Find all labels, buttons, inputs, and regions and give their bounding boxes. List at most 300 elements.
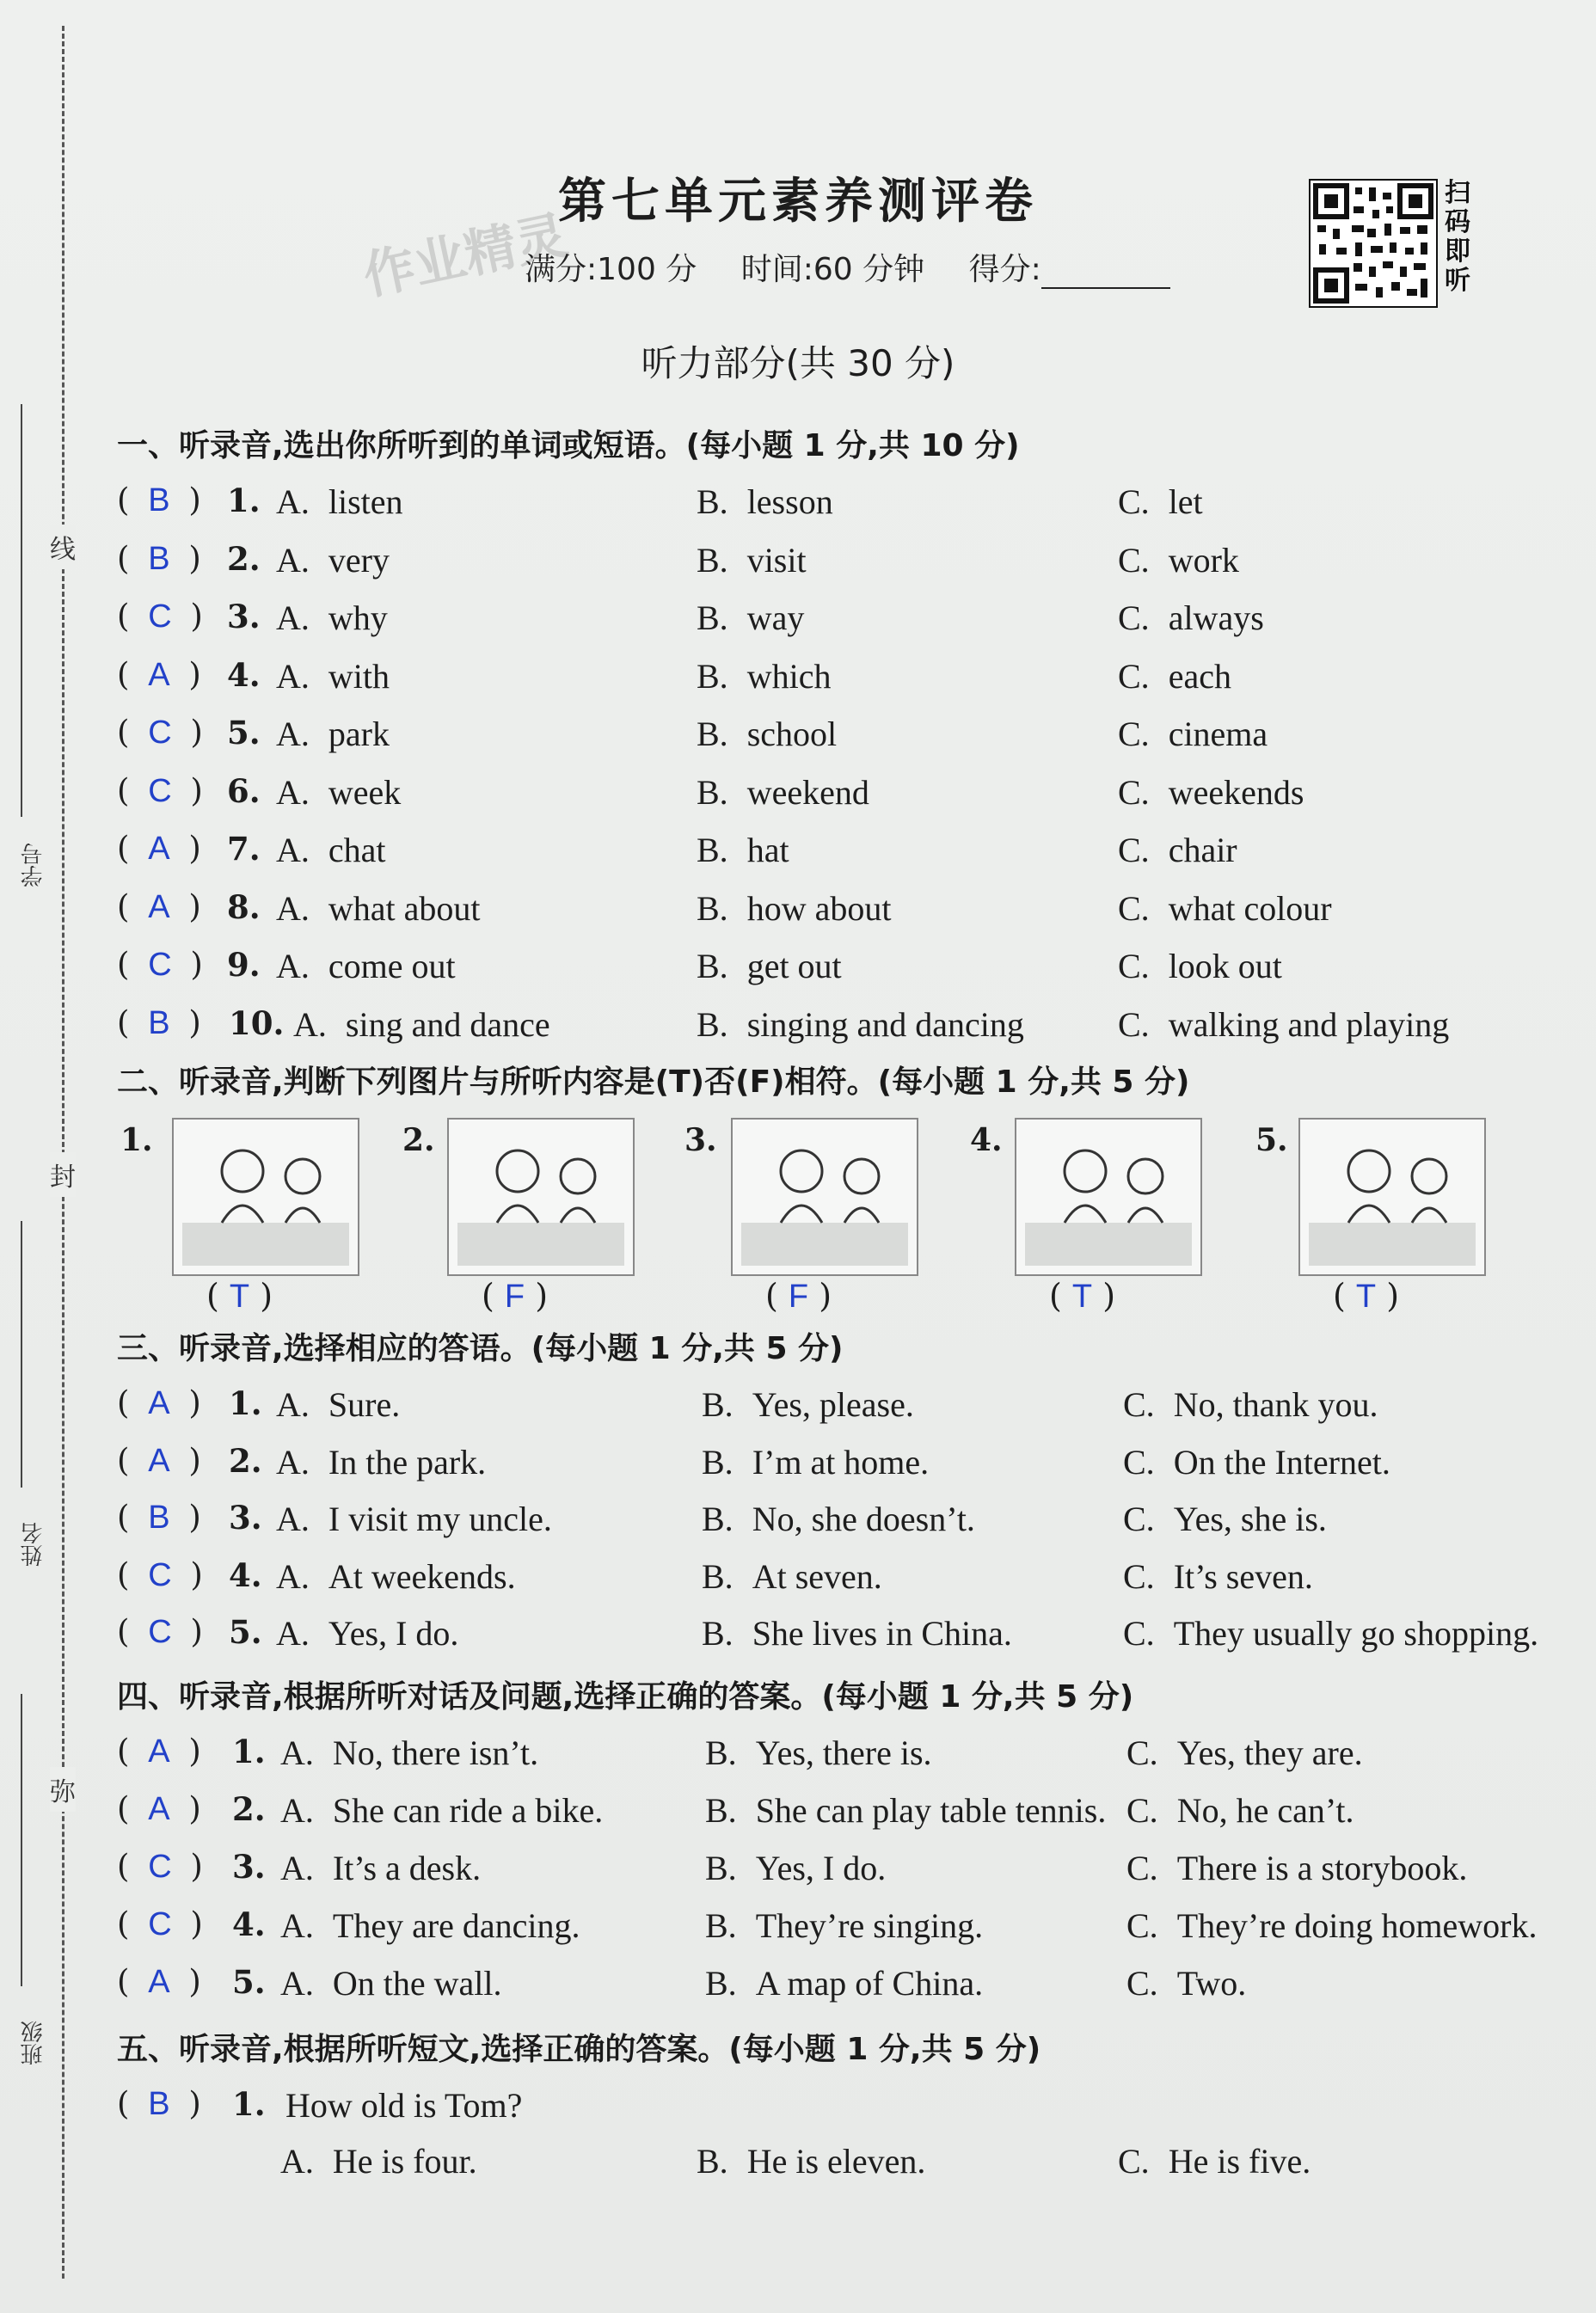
answer-bracket[interactable]: ( A ) [117, 1733, 201, 1770]
option-b [697, 656, 831, 696]
section-1-heading: 一、听录音,选出你所听到的单词或短语。(每小题 1 分,共 10 分) [117, 428, 1020, 463]
option-text: each [1168, 656, 1231, 696]
option-a [276, 1442, 486, 1482]
option-text: why [328, 598, 388, 637]
picture-number: 2. [402, 1122, 435, 1158]
answer-letter: A [148, 1964, 170, 2000]
boy-at-computer-picture [172, 1118, 359, 1276]
option-letter: C. [1118, 831, 1150, 869]
option-text: how about [746, 888, 892, 928]
option-text: He is four. [332, 2142, 477, 2181]
question-row [117, 598, 1536, 649]
question-number: 8. [227, 887, 261, 926]
option-a [293, 1004, 550, 1045]
option-b [697, 598, 804, 638]
time-limit: 时间:60 分钟 [740, 252, 925, 287]
option-letter: A. [276, 888, 310, 928]
option-a [276, 1499, 552, 1539]
option-letter: C. [1123, 1556, 1155, 1596]
answer-bracket[interactable]: ( B ) [117, 2085, 201, 2122]
option-letter: B. [702, 1614, 734, 1653]
question-row [117, 1613, 1539, 1665]
option-b [697, 1004, 1024, 1045]
option-c [1118, 1004, 1449, 1045]
binding-blank-name [21, 1221, 22, 1488]
option-letter: B. [697, 482, 728, 521]
option-text: No, there isn’t. [332, 1733, 539, 1772]
answer-bracket[interactable]: ( A ) [117, 1790, 201, 1827]
option-c [1126, 1733, 1363, 1773]
option-c [1123, 1442, 1390, 1482]
question-row [117, 946, 1536, 997]
answer-bracket[interactable]: ( C ) [117, 714, 203, 751]
answer-letter: F [788, 1279, 809, 1315]
picture-answer[interactable]: ( T ) [206, 1277, 273, 1315]
option-letter: B. [697, 715, 728, 753]
option-text: visit [746, 540, 807, 580]
option-c [1126, 1848, 1467, 1888]
answer-bracket[interactable]: ( A ) [117, 655, 201, 693]
question-row [117, 1848, 1536, 1899]
option-text: They are dancing. [332, 1906, 580, 1945]
option-letter: A. [280, 1964, 314, 2003]
option-c [1118, 2141, 1311, 2181]
answer-bracket[interactable]: ( C ) [117, 771, 203, 809]
option-letter: C. [1118, 2142, 1150, 2181]
option-letter: A. [276, 772, 310, 812]
option-letter: C. [1118, 888, 1150, 928]
option-text: No, she doesn’t. [752, 1500, 975, 1538]
answer-bracket[interactable]: ( A ) [117, 887, 201, 925]
option-b [702, 1442, 929, 1482]
answer-letter: A [148, 656, 170, 693]
question-number: 7. [227, 830, 261, 868]
option-text: They’re singing. [755, 1906, 984, 1945]
option-b [705, 1963, 983, 2003]
answer-bracket[interactable]: ( C ) [117, 1905, 203, 1942]
option-a [276, 714, 390, 754]
binding-field-student-no: 学号 [21, 843, 46, 887]
listening-part-title: 听力部分(共 30 分) [641, 342, 955, 384]
option-letter: A. [276, 1556, 310, 1596]
option-text: I’m at home. [752, 1442, 930, 1482]
option-c [1118, 598, 1264, 638]
answer-letter: A [148, 1385, 170, 1421]
option-letter: A. [276, 1385, 310, 1424]
option-text: They usually go shopping. [1173, 1614, 1539, 1653]
option-a [276, 1384, 400, 1425]
answer-bracket[interactable]: ( C ) [117, 1613, 203, 1650]
option-a [276, 830, 386, 870]
option-b [697, 830, 789, 870]
answer-letter: A [148, 831, 170, 867]
answer-letter: C [148, 947, 172, 983]
option-text: chair [1168, 831, 1237, 869]
question-row [117, 1499, 1536, 1550]
option-letter: C. [1118, 1004, 1150, 1044]
option-text: No, he can’t. [1176, 1791, 1354, 1830]
question-row [117, 1733, 1536, 1784]
option-letter: A. [280, 2142, 314, 2181]
score-label: 得分: [968, 252, 1041, 287]
option-b [697, 714, 837, 754]
question-row [117, 1790, 1536, 1842]
question-number: 10. [229, 1003, 285, 1042]
question-number: 1. [232, 2085, 266, 2123]
option-b [705, 1848, 886, 1888]
question-number: 3. [229, 1499, 262, 1537]
option-c [1118, 946, 1282, 986]
option-c [1123, 1613, 1538, 1653]
answer-bracket[interactable]: ( B ) [117, 1003, 201, 1041]
binding-mark-feng: 封 [50, 1152, 76, 1197]
option-text: with [328, 656, 390, 696]
answer-letter: C [148, 1614, 172, 1650]
option-text: At seven. [752, 1556, 882, 1596]
option-letter: C. [1123, 1614, 1155, 1653]
question-number: 2. [232, 1790, 266, 1828]
option-a [276, 598, 388, 638]
option-text: way [746, 598, 805, 637]
qr-code-icon[interactable] [1309, 179, 1438, 308]
binding-field-name: 姓名 [21, 1522, 46, 1567]
answer-letter: A [148, 1791, 170, 1827]
option-a [280, 1905, 580, 1946]
option-letter: A. [276, 1500, 310, 1538]
option-letter: C. [1118, 715, 1150, 753]
answer-bracket[interactable]: ( B ) [117, 482, 201, 518]
answer-letter: C [148, 1906, 172, 1942]
option-letter: C. [1118, 772, 1150, 812]
option-letter: B. [705, 1791, 737, 1830]
option-letter: A. [276, 656, 310, 696]
option-letter: B. [697, 1004, 728, 1044]
option-letter: C. [1118, 482, 1150, 521]
option-letter: C. [1126, 1849, 1158, 1887]
option-a [276, 482, 403, 522]
answer-letter: C [148, 1849, 172, 1885]
binding-field-class: 班级 [21, 2021, 46, 2065]
option-text: always [1168, 598, 1264, 637]
option-letter: A. [280, 1849, 314, 1887]
option-letter: A. [276, 1614, 310, 1653]
question-number: 5. [232, 1963, 266, 2001]
option-b [697, 482, 833, 522]
option-b [702, 1613, 1012, 1653]
option-text: school [746, 715, 838, 753]
option-b [702, 1499, 975, 1539]
option-letter: C. [1118, 540, 1150, 580]
option-text: Yes, please. [752, 1385, 914, 1424]
question-number: 1. [229, 1384, 262, 1422]
option-text: listen [328, 482, 403, 521]
answer-letter: C [148, 715, 172, 751]
option-letter: B. [702, 1385, 734, 1424]
option-letter: B. [702, 1500, 734, 1538]
option-b [705, 1790, 1106, 1831]
option-a [280, 1963, 502, 2003]
answer-letter: A [148, 1733, 170, 1770]
question-number: 2. [227, 539, 261, 578]
watermark: 作业精灵 [358, 205, 573, 308]
kite-picture [1298, 1118, 1486, 1276]
answer-letter: C [148, 772, 172, 809]
option-text: No, thank you. [1173, 1385, 1378, 1424]
answer-bracket[interactable]: ( C ) [117, 946, 203, 983]
option-text: week [328, 772, 402, 812]
question-row [117, 830, 1536, 881]
option-text: She can play table tennis. [755, 1791, 1107, 1830]
option-text: chat [328, 831, 386, 869]
question-row [117, 482, 1536, 533]
option-text: I visit my uncle. [328, 1500, 552, 1538]
option-text: hat [746, 831, 789, 869]
page-title: 第七单元素养测评卷 [558, 173, 1038, 230]
option-text: let [1168, 482, 1203, 521]
option-text: look out [1168, 947, 1282, 985]
option-letter: A. [280, 1733, 314, 1772]
option-b [697, 2141, 925, 2181]
picture-answer[interactable]: ( F ) [482, 1277, 549, 1315]
picture-answer[interactable]: ( T ) [1333, 1277, 1400, 1315]
question-number: 5. [229, 1613, 262, 1651]
option-text: sing and dance [345, 1004, 550, 1044]
option-text: very [328, 540, 390, 580]
binding-mark-xian: 线 [50, 525, 76, 569]
answer-bracket[interactable]: ( A ) [117, 830, 201, 867]
option-letter: C. [1126, 1906, 1158, 1945]
option-c [1123, 1556, 1313, 1597]
answer-bracket[interactable]: ( C ) [117, 1555, 203, 1593]
option-letter: C. [1123, 1500, 1155, 1538]
option-letter: B. [697, 598, 728, 637]
option-text: park [328, 715, 390, 753]
option-c [1118, 656, 1231, 696]
question-number: 3. [227, 598, 261, 635]
option-text: A map of China. [755, 1964, 984, 2003]
question-row [117, 1004, 1536, 1056]
question-number: 4. [227, 655, 261, 694]
option-a [280, 2141, 477, 2181]
option-a [276, 1556, 516, 1597]
answer-bracket[interactable]: ( A ) [117, 1963, 201, 2000]
option-a [276, 888, 481, 929]
option-letter: C. [1126, 1791, 1158, 1830]
picture-answer[interactable]: ( F ) [765, 1277, 832, 1315]
option-text: Yes, she is. [1173, 1500, 1327, 1538]
option-text: It’s seven. [1173, 1556, 1313, 1596]
answer-letter: T [1071, 1279, 1093, 1315]
option-c [1118, 888, 1332, 929]
picture-number: 5. [1255, 1122, 1288, 1158]
picnic-picture [1015, 1118, 1202, 1276]
option-text: At weekends. [328, 1556, 516, 1596]
option-c [1123, 1384, 1378, 1425]
option-letter: B. [697, 947, 728, 985]
option-text: what about [328, 888, 481, 928]
option-text: They’re doing homework. [1176, 1906, 1538, 1945]
option-text: Sure. [328, 1385, 401, 1424]
answer-letter: T [1355, 1279, 1377, 1315]
option-letter: B. [705, 1849, 737, 1887]
question-text: How old is Tom? [285, 2086, 523, 2125]
answer-letter: T [229, 1279, 250, 1315]
option-letter: A. [276, 831, 310, 869]
option-a [276, 946, 456, 986]
option-letter: C. [1118, 947, 1150, 985]
binding-blank-class [21, 1694, 22, 1986]
picture-answer[interactable]: ( T ) [1049, 1277, 1116, 1315]
option-a [276, 1613, 458, 1653]
picture-number: 3. [684, 1122, 717, 1158]
question-number: 6. [227, 771, 261, 810]
option-c [1118, 772, 1304, 813]
option-a [276, 540, 390, 580]
option-text: She lives in China. [752, 1614, 1012, 1653]
option-b [697, 540, 807, 580]
option-letter: C. [1123, 1385, 1155, 1424]
option-text: Yes, I do. [328, 1614, 459, 1653]
section-5-heading: 五、听录音,根据所听短文,选择正确的答案。(每小题 1 分,共 5 分) [117, 2032, 1041, 2067]
answer-letter: A [148, 888, 170, 925]
option-b [697, 946, 842, 986]
option-text: which [746, 656, 832, 696]
answer-letter: C [148, 598, 172, 635]
option-text: what colour [1168, 888, 1332, 928]
answer-bracket[interactable]: ( A ) [117, 1441, 201, 1479]
answer-letter: A [148, 1442, 170, 1479]
option-letter: A. [280, 1791, 314, 1830]
option-c [1123, 1499, 1327, 1539]
option-a [276, 656, 390, 696]
option-text: In the park. [328, 1442, 487, 1482]
option-letter: A. [276, 482, 310, 521]
question-number: 2. [229, 1441, 262, 1480]
option-text: He is five. [1168, 2142, 1311, 2181]
option-a [280, 1790, 603, 1831]
football-picture [731, 1118, 918, 1276]
question-row [117, 1384, 1536, 1436]
option-text: come out [328, 947, 456, 985]
option-c [1126, 1963, 1246, 2003]
option-b [702, 1384, 914, 1425]
option-c [1118, 714, 1268, 754]
question-number: 3. [232, 1848, 266, 1886]
question-row [117, 1963, 1536, 2015]
option-b [705, 1733, 932, 1773]
question-row [117, 888, 1536, 940]
option-b [705, 1905, 983, 1946]
section-3-heading: 三、听录音,选择相应的答语。(每小题 1 分,共 5 分) [117, 1331, 844, 1366]
option-c [1126, 1790, 1354, 1831]
option-text: He is eleven. [746, 2142, 926, 2181]
option-letter: A. [276, 598, 310, 637]
question-number: 1. [232, 1733, 266, 1770]
section-2-heading: 二、听录音,判断下列图片与所听内容是(T)否(F)相符。(每小题 1 分,共 5 分) [117, 1064, 1190, 1100]
option-text: Yes, I do. [755, 1849, 887, 1887]
option-c [1126, 1905, 1537, 1946]
option-letter: C. [1118, 598, 1150, 637]
question-row [117, 772, 1536, 824]
option-text: Yes, there is. [755, 1733, 932, 1772]
option-letter: A. [280, 1906, 314, 1945]
option-a [276, 772, 401, 813]
score-blank [1041, 261, 1170, 289]
option-letter: A. [276, 947, 310, 985]
answer-letter: C [148, 1556, 172, 1593]
option-text: There is a storybook. [1176, 1849, 1468, 1887]
option-c [1118, 540, 1239, 580]
option-letter: B. [702, 1442, 734, 1482]
question-row [117, 714, 1536, 765]
option-text: cinema [1168, 715, 1268, 753]
exam-meta [525, 245, 1205, 289]
answer-bracket[interactable]: ( B ) [117, 539, 201, 577]
answer-letter: B [148, 2086, 170, 2122]
option-letter: B. [697, 888, 728, 928]
picture-number: 1. [120, 1122, 153, 1158]
option-letter: A. [276, 715, 310, 753]
option-b [697, 772, 869, 813]
options-row [117, 2141, 1536, 2193]
option-text: weekend [746, 772, 869, 812]
option-letter: A. [276, 540, 310, 580]
option-letter: B. [697, 772, 728, 812]
answer-bracket[interactable]: ( C ) [117, 598, 203, 635]
classroom-picture [447, 1118, 635, 1276]
binding-mark-mi: 弥 [50, 1767, 76, 1812]
answer-bracket[interactable]: ( C ) [117, 1848, 203, 1885]
option-text: Yes, they are. [1176, 1733, 1363, 1772]
question-number: 4. [229, 1555, 262, 1594]
option-letter: B. [697, 540, 728, 580]
answer-bracket[interactable]: ( B ) [117, 1499, 201, 1536]
option-text: get out [746, 947, 842, 985]
question-number: 1. [227, 482, 261, 519]
option-letter: B. [705, 1906, 737, 1945]
question-number: 9. [227, 946, 261, 984]
option-letter: A. [293, 1004, 327, 1044]
option-letter: B. [697, 831, 728, 869]
option-letter: B. [705, 1964, 737, 2003]
question-row [117, 1556, 1536, 1608]
option-text: Two. [1176, 1964, 1247, 2003]
question-row [117, 1905, 1536, 1957]
full-marks: 满分:100 分 [525, 252, 697, 287]
option-text: She can ride a bike. [332, 1791, 604, 1830]
option-text: work [1168, 540, 1239, 580]
answer-letter: B [148, 540, 170, 577]
answer-letter: F [504, 1279, 525, 1315]
option-text: lesson [746, 482, 833, 521]
option-letter: B. [702, 1556, 734, 1596]
option-text: singing and dancing [746, 1004, 1024, 1044]
option-letter: C. [1126, 1964, 1158, 2003]
option-letter: B. [705, 1733, 737, 1772]
answer-letter: B [148, 1500, 170, 1536]
option-text: walking and playing [1168, 1004, 1450, 1044]
option-text: On the wall. [332, 1964, 502, 2003]
option-c [1118, 830, 1237, 870]
option-letter: A. [276, 1442, 310, 1482]
option-text: weekends [1168, 772, 1304, 812]
option-text: It’s a desk. [332, 1849, 482, 1887]
question-row [117, 656, 1536, 708]
option-b [702, 1556, 882, 1597]
answer-bracket[interactable]: ( A ) [117, 1384, 201, 1421]
question-number: 4. [232, 1905, 266, 1943]
question-row [117, 2085, 1536, 2137]
